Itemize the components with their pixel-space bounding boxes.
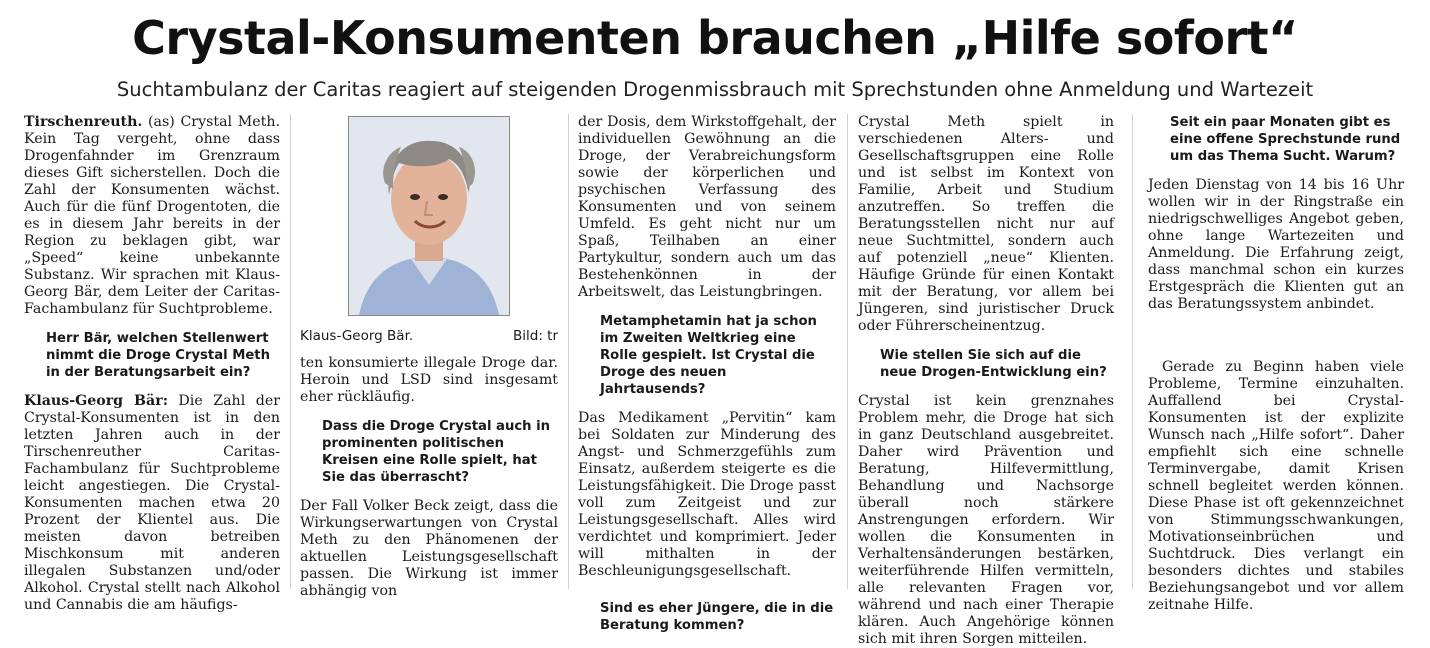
interview-question-2: Dass die Droge Crystal auch in prominenten politischen Kreisen eine Rolle spielt, hat Sie das überrascht? <box>322 419 551 485</box>
answer-paragraph-2-cont: der Dosis, dem Wirkstoffgehalt, der individuellen Gewöhnung an die Droge, der Verabreichungsform sowie der körperlichen und psychischen Verfassung des Konsumenten und von seinem Umfeld. Es geht nicht nur um Spaß, Teilhaben an einer Partykultur, sondern auch um das Bestehenkönnen in der Arbeitswelt, das Leistungbringen. <box>578 114 836 300</box>
interview-question-1: Herr Bär, welchen Stellenwert nimmt die Droge Crystal Meth in der Beratungsarbeit ein? <box>46 331 270 380</box>
column-rule <box>568 114 569 589</box>
answer-paragraph-1 <box>24 393 280 614</box>
portrait-photo <box>348 116 510 316</box>
caption-credit: Bild: tr <box>512 328 558 344</box>
answer-paragraph-7: Gerade zu Beginn haben viele Probleme, Termine einzuhalten. Auffallend bei Crystal-Konsumenten ist der explizite Wunsch nach „Hilfe sofort“. Daher empfiehlt sich eine schnelle Terminvergabe, damit Krisen schnell begleitet werden können. Diese Phase ist oft gekennzeichnet von Stimmungsschwankungen, Motivationseinbrüchen und Suchtdruck. Dies verlangt ein besonders dichtes und stabiles Beziehungsangebot und vor allem zeitnahe Hilfe. <box>1148 359 1404 613</box>
column-rule <box>1132 114 1133 589</box>
column-rule <box>290 114 291 589</box>
interview-question-6: Seit ein paar Monaten gibt es eine offene Sprechstunde rund um das Thema Sucht. Warum? <box>1170 115 1401 164</box>
intro-text: (as) Crystal Meth. Kein Tag vergeht, ohne dass Drogenfahnder im Grenzraum dieses Gift sicherstellen. Doch die Zahl der Konsumenten wächst. Auch für die fünf Drogentoten, die es in diesem Jahr bereits in der Region zu beklagen gibt, war „Speed“ keine unbekannte Substanz. Wir sprachen mit Klaus-Georg Bär, dem Leiter der Caritas-Fachambulanz für Suchtprobleme. <box>24 114 280 317</box>
photo-caption <box>300 328 558 345</box>
interview-question-5: Wie stellen Sie sich auf die neue Drogen-Entwicklung ein? <box>880 348 1107 380</box>
column-3 <box>578 114 837 633</box>
answer-paragraph-3: Das Medikament „Pervitin“ kam bei Soldaten zur Minderung des Angst- und Schmerzgefühls zum Einsatz, außerdem steigerte es die Leistungsfähigkeit. Die Droge passt voll zum Zeitgeist und zur Leistungsgesellschaft. Alles wird verdichtet und komprimiert. Jeder will mithalten in der Beschleunigungsgesellschaft. <box>578 410 837 579</box>
column-5 <box>1148 114 1404 613</box>
answer-paragraph-5: Crystal ist kein grenznahes Problem mehr, die Droge hat sich in ganz Deutschland ausgebreitet. Daher wird Prävention und Beratung, Hilfevermittlung, Behandlung und Nachsorge überall noch stärkere Anstrengungen erfordern. Wir wollen die Konsumenten in Verhaltensänderungen bestärken, weiterführende Hilfen vermitteln, alle relevanten Fragen vor, während und nach einer Therapie klären. Auch Angehörige können sich mit ihren Sorgen mitteilen. <box>858 393 1114 647</box>
intro-paragraph <box>24 114 280 318</box>
answer-paragraph-4: Crystal Meth spielt in verschiedenen Alters- und Gesellschaftsgruppen eine Rolle und ist selbst im Kontext von Familie, Arbeit und Studium anzutreffen. So treffen die Beratungsstellen nicht nur auf neue Suchtmittel, sondern auch auf potenziell „neue“ Klienten. Häufige Gründe für einen Kontakt mit der Beratung, vor allem bei Jüngeren, sind juristischer Druck oder Führerscheinentzug. <box>858 114 1114 334</box>
answer-paragraph-1-cont: ten konsumierte illegale Droge dar. Heroin und LSD sind insgesamt eher rückläufig. <box>300 355 558 405</box>
interview-question-4: Sind es eher Jüngere, die in die Beratung kommen? <box>600 601 834 633</box>
spacer <box>1148 313 1404 359</box>
dateline: Tirschenreuth. <box>24 114 143 130</box>
answer-text-1: Die Zahl der Crystal-Konsumenten ist in den letzten Jahren auch in der Tirschenreuther Caritas-Fachambulanz für Suchtprobleme leicht angestiegen. Die Crystal-Konsumenten machen etwa 20 Prozent der Klientel aus. Die meisten davon betreiben Mischkonsum mit anderen illegalen Substanzen und/oder Alkohol. Crystal stellt nach Alkohol und Cannabis die am häufigs- <box>24 393 280 613</box>
interview-question-3: Metamphetamin hat ja schon im Zweiten Weltkrieg eine Rolle gespielt. Ist Crystal die Droge des neuen Jahrtausends? <box>600 314 817 397</box>
column-4 <box>858 114 1114 647</box>
column-2 <box>300 114 558 599</box>
column-rule <box>847 114 848 589</box>
speaker-name: Klaus-Georg Bär: <box>24 393 168 409</box>
article-subheadline: Suchtambulanz der Caritas reagiert auf steigenden Drogenmissbrauch mit Sprechstunden ohne Anmeldung und Wartezeit <box>116 78 1314 101</box>
article-headline: Crystal-Konsumenten brauchen „Hilfe sofort“ <box>132 11 1298 65</box>
answer-paragraph-6: Jeden Dienstag von 14 bis 16 Uhr wollen wir in der Ringstraße ein niedrigschwelliges Angebot geben, ohne lange Wartezeiten und Anmeldung. Die Erfahrung zeigt, dass manchmal schon ein kurzes Erstgespräch die Klienten gut an das Beratungssystem anbindet. <box>1148 177 1404 312</box>
portrait-image <box>349 117 509 315</box>
caption-name: Klaus-Georg Bär. <box>300 328 414 344</box>
answer-paragraph-2: Der Fall Volker Beck zeigt, dass die Wirkungserwartungen von Crystal Meth zu den Phänomenen der aktuellen Leistungsgesellschaft passen. Die Wirkung ist immer abhängig von <box>300 498 558 599</box>
column-1 <box>24 114 280 613</box>
